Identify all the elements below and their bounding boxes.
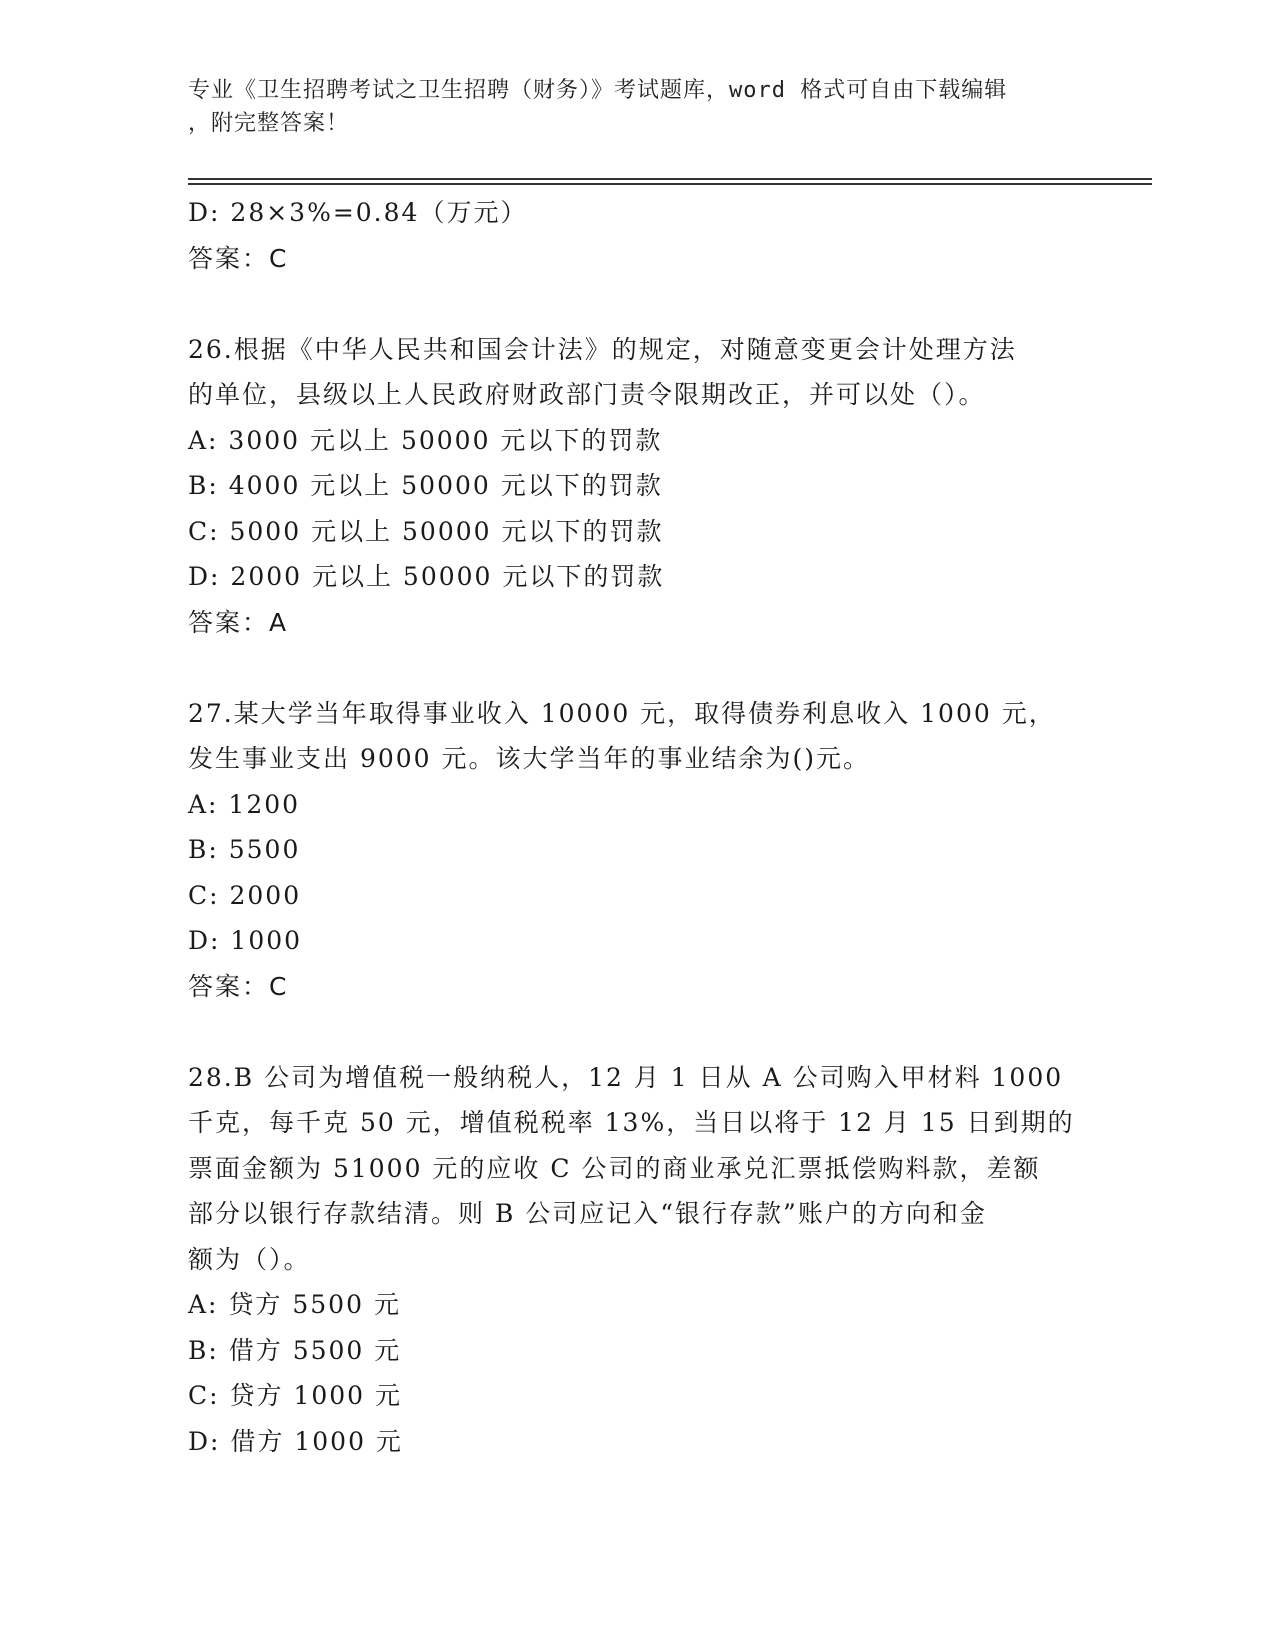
option-d: D: 2000 元以上 50000 元以下的罚款 <box>188 562 665 591</box>
option-d: D: 1000 <box>188 926 303 955</box>
header-divider-bottom <box>188 183 1152 185</box>
question-stem-line: 28.B 公司为增值税一般纳税人，12 月 1 日从 A 公司购入甲材料 1000 <box>188 1062 1064 1092</box>
prev-answer: 答案：C <box>188 243 289 273</box>
question-content <box>188 190 1088 1464</box>
question-stem-line: 千克，每千克 50 元，增值税税率 13%，当日以将于 12 月 15 日到期的 <box>188 1108 1075 1137</box>
question-stem-line: 部分以银行存款结清。则 B 公司应记入“银行存款”账户的方向和金 <box>188 1199 987 1228</box>
prev-option-d: D: 28×3%=0.84（万元） <box>188 198 528 227</box>
question-stem-line: 的单位，县级以上人民政府财政部门责令限期改正，并可以处（）。 <box>188 380 986 409</box>
option-b: B: 借方 5500 元 <box>188 1335 402 1365</box>
question-26 <box>188 327 1088 646</box>
question-27 <box>188 691 1088 1010</box>
option-c: C: 2000 <box>188 880 302 910</box>
spacer <box>188 645 1088 691</box>
option-c: C: 贷方 1000 元 <box>188 1381 403 1410</box>
option-a: A: 1200 <box>188 789 301 819</box>
spacer <box>188 1009 1088 1055</box>
question-28 <box>188 1055 1088 1465</box>
option-a: A: 3000 元以上 50000 元以下的罚款 <box>188 425 663 455</box>
question-stem-line: 26.根据《中华人民共和国会计法》的规定，对随意变更会计处理方法 <box>188 334 1017 364</box>
question-stem-line: 额为（）。 <box>188 1244 311 1274</box>
question-stem-line: 27.某大学当年取得事业收入 10000 元，取得债券利息收入 1000 元， <box>188 698 1056 728</box>
option-d: D: 借方 1000 元 <box>188 1426 403 1456</box>
answer: 答案：A <box>188 607 289 637</box>
question-stem-line: 发生事业支出 9000 元。该大学当年的事业结余为()元。 <box>188 744 871 773</box>
answer: 答案：C <box>188 971 289 1001</box>
option-b: B: 4000 元以上 50000 元以下的罚款 <box>188 471 663 500</box>
page-header <box>188 74 1088 140</box>
header-line-1: 专业《卫生招聘考试之卫生招聘（财务）》考试题库，word 格式可自由下载编辑 <box>188 78 1008 103</box>
option-c: C: 5000 元以上 50000 元以下的罚款 <box>188 516 664 546</box>
question-stem-line: 票面金额为 51000 元的应收 C 公司的商业承兑汇票抵偿购料款，差额 <box>188 1153 1041 1183</box>
option-b: B: 5500 <box>188 835 301 864</box>
option-a: A: 贷方 5500 元 <box>188 1290 401 1319</box>
header-line-2: ，附完整答案！ <box>188 111 350 136</box>
spacer <box>188 281 1088 327</box>
header-divider-top <box>188 178 1152 180</box>
